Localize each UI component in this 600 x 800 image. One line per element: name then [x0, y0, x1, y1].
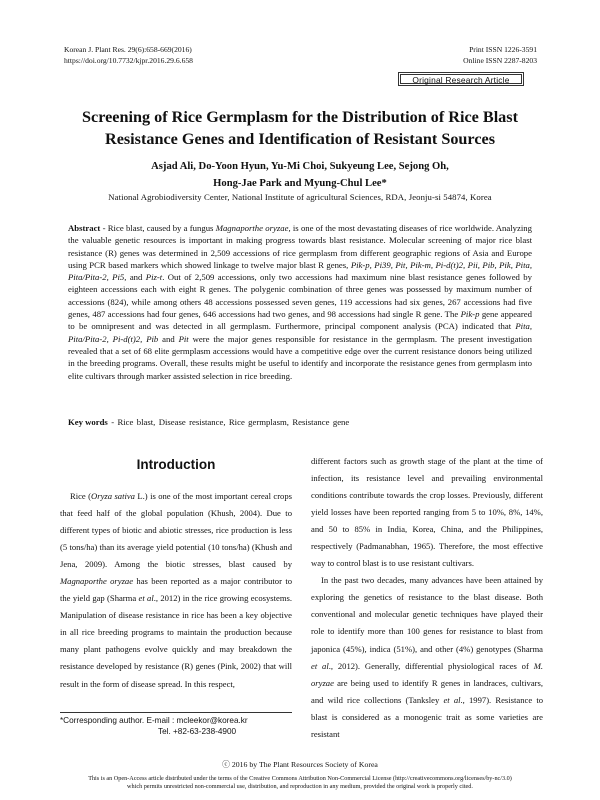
abstract-text: and — [158, 333, 179, 344]
print-issn: Print ISSN 1226-3591 — [469, 45, 537, 54]
keywords-label: Key words — [68, 417, 108, 427]
title-line-2: Resistance Genes and Identification of Resistant Sources — [105, 130, 495, 148]
affiliation: National Agrobiodiversity Center, National Institute of agricultural Sciences, RDA, Jeonju-si 54874, Korea — [108, 192, 492, 202]
body-italic: Magnaporthe oryzae — [60, 576, 134, 587]
abstract-text: , is one of the most devastating diseases of rice worldwide. Analyzing the valuable genetic resources is important in making progress towards blast resistance. Molecular screening of major rice blast resistance (R) genes was determined in 2,509 accessions of rice germplasm from different geographic regions of Asia and Europe using PCR based markers which showed linkage to twelve major blast R genes, — [68, 223, 532, 270]
keywords-text: - Rice blast, Disease resistance, Rice germplasm, Resistance gene — [107, 417, 350, 427]
abstract — [68, 222, 532, 382]
body-text: are being used to identify R genes in landraces, cultivars, and wild rice collections (Tanksley — [311, 677, 543, 705]
corresponding-author-footnote — [60, 715, 292, 737]
corresponding-author-phone: Tel. +82-63-238-4900 — [158, 727, 237, 736]
intro-paragraph-2: different factors such as growth stage of the plant at the time of infection, its resistance level and prevailing environmental conditions contribute towards the crop losses. Previously, different yield losses have been reported ranging from 5 to 10%, 8%, 14%, and 50 to 85% in India, Korea, China, and the Philippines, respectively (Padmanabhan, 1965). Therefore, the most effective way to control blast is to use resistant cultivars. — [311, 456, 543, 569]
body-italic: et al — [443, 694, 461, 705]
right-column — [311, 453, 543, 743]
title-line-1: Screening of Rice Germplasm for the Distribution of Rice Blast — [82, 108, 518, 126]
corresponding-author-email: *Corresponding author. E-mail : mcleekor@korea.kr — [60, 716, 248, 725]
issn-block — [463, 45, 537, 66]
body-text: L.) is one of the most important cereal crops that feed half of the global population (Khush, 2004). Due to different types of biotic and abiotic stresses, rice production is less (5 tons/ha) than its average yield potential (10 tons/ha) (Khush and Jena, 2009). Among the biotic stresses, blast caused by — [60, 491, 292, 570]
body-text: ., 2012). Generally, differential physiological races of — [328, 660, 534, 671]
body-text: has been reported as a major contributor to the yield gap (Sharma — [60, 576, 292, 604]
footnote-divider — [60, 712, 292, 713]
body-text: In the past two decades, many advances have been attained by exploring the genetics of resistance to the blast disease. Both conventional and molecular genetic techniques have played their role to identify more than 100 genes for resistance to blast from japonica (45%), indica (51%), and other (4%) genotypes (Sharma — [311, 575, 543, 654]
body-italic: Oryza sativa — [91, 491, 135, 501]
paper-title — [40, 106, 560, 150]
abstract-italic: Magnaporthe oryzae — [215, 223, 289, 233]
author-list — [40, 158, 560, 192]
abstract-italic: Pik-p — [460, 309, 480, 320]
keywords — [68, 416, 532, 428]
abstract-text: gene appeared to be omnipresent and was detected in all germplasm. Furthermore, principal component analysis (PCA) indicated that — [68, 309, 532, 332]
abstract-label: Abstract — [68, 223, 101, 233]
intro-paragraph-3 — [311, 572, 543, 742]
article-type-badge — [398, 72, 524, 86]
abstract-text: , and — [124, 272, 146, 283]
abstract-italic: Pik-p, Pi39, Pit, Pik-m, Pi-d(t)2, Pii, Pib, Pik, Pita, Pita/Pita-2, Pi5 — [68, 259, 532, 283]
intro-paragraph-1 — [60, 488, 292, 693]
body-italic: et al — [138, 593, 154, 604]
authors-line-1: Asjad Ali, Do-Yoon Hyun, Yu-Mi Choi, Sukyeung Lee, Sejong Oh, — [151, 161, 449, 172]
abstract-text: - Rice blast, caused by a fungus — [100, 223, 216, 233]
abstract-text: were the major genes responsible for resistance in the germplasm. The present investigation revealed that a set of 68 elite germplasm accessions would have a competitive edge over the current resistance donors being utilized in the breeding programs. Overall, these results might be useful to identify and incorporate the resistance genes from germplasm into elite cultivars through marker assisted selection in rice breeding. — [68, 333, 532, 381]
license-line-2: which permits unrestricted non-commercial use, distribution, and reproduction in any medium, provided the original work is properly cited. — [127, 783, 473, 790]
article-type-label: Original Research Article — [400, 74, 522, 84]
license-line-1: This is an Open-Access article distributed under the terms of the Creative Commons Attribution Non-Commercial License (http://creativecommons.org/licenses/by-nc/3.0) — [88, 775, 512, 782]
abstract-italic: Pita, Pita/Pita-2, Pi-d(t)2, Pib — [68, 321, 532, 344]
copyright-notice: ⓒ 2016 by The Plant Resources Society of Korea — [222, 760, 378, 769]
authors-line-2: Hong-Jae Park and Myung-Chul Lee* — [213, 178, 387, 189]
body-text: Rice ( — [70, 491, 92, 501]
journal-line: Korean J. Plant Res. 29(6):658-669(2016) — [64, 45, 192, 54]
journal-citation — [64, 45, 193, 66]
online-issn: Online ISSN 2287-8203 — [463, 55, 537, 65]
section-heading-introduction: Introduction — [136, 457, 216, 472]
abstract-italic: Pit — [178, 333, 189, 344]
license-notice — [30, 775, 570, 791]
abstract-italic: Piz-t — [145, 272, 163, 283]
left-column — [60, 456, 292, 693]
body-italic: et al — [311, 660, 329, 671]
body-text: ., 2012) in the rice growing ecosystems. Manipulation of disease resistance in rice has been a key objective in all rice breeding programs to maintain the production because many plant pathogens evolve quickly and may breakdown the resistance developed by resistance (R) genes (Pink, 2002) that will result in the form of disease spread. In this respect, — [60, 593, 292, 689]
body-italic: M. oryzae — [311, 660, 543, 688]
body-text: ., 1997). Resistance to blast is considered as a monogenic trait as some varieties are resistant — [311, 694, 543, 739]
abstract-text: . Out of 2,509 accessions, only two accessions had maximum nine blast resistance genes followed by eighteen accessions each with eight R genes. The polygenic combination of three genes was possessed by maximum number of accessions (824), while among others 48 accessions possessed seven genes, 119 accessions had six genes, 267 accessions had five genes, 487 accessions had four genes, 646 accessions had two genes, and 98 accessions had single R gene. The — [68, 272, 532, 320]
doi-link[interactable]: https://doi.org/10.7732/kjpr.2016.29.6.658 — [64, 55, 193, 65]
